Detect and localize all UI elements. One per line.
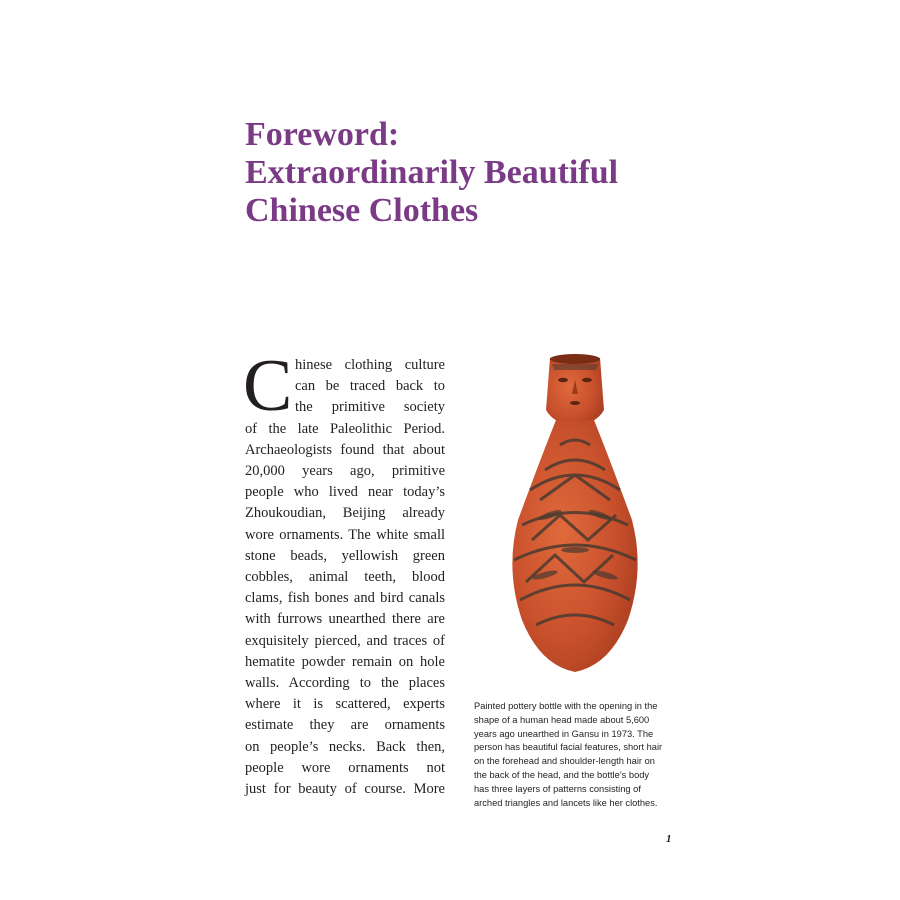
body-line: hematite powder remain on hole xyxy=(245,653,445,670)
body-line: of the late Paleolithic Period. xyxy=(245,420,445,437)
body-line: where it is scattered, experts xyxy=(245,696,445,713)
caption-line: shape of a human head made about 5,600 xyxy=(474,714,650,725)
bottle-opening xyxy=(550,354,600,364)
body-line: walls. According to the places xyxy=(245,675,445,692)
drop-cap: C xyxy=(243,345,293,427)
body-line: people wore ornaments not xyxy=(245,759,445,776)
body-line: cobbles, animal teeth, blood xyxy=(245,569,445,586)
body-line: just for beauty of course. More xyxy=(245,781,445,798)
page-title xyxy=(245,116,765,230)
caption-line: the back of the head, and the bottle’s body xyxy=(474,769,650,780)
caption-line: Painted pottery bottle with the opening in the xyxy=(474,701,658,711)
body-line: estimate they are ornaments xyxy=(245,717,445,734)
eye-right xyxy=(582,378,592,382)
body-line: hinese clothing culture xyxy=(295,357,445,373)
body-line: exquisitely pierced, and traces of xyxy=(245,632,445,649)
body-line: can be traced back to xyxy=(295,378,445,395)
title-line-1: Foreword: xyxy=(245,116,400,153)
caption-line: person has beautiful facial features, short hair xyxy=(474,742,663,753)
figure-caption xyxy=(474,700,710,810)
caption-line: has three layers of patterns consisting of xyxy=(474,783,641,794)
body-paragraph xyxy=(243,345,445,800)
caption-line: on the forehead and shoulder-length hair on xyxy=(474,756,655,767)
body-line: wore ornaments. The white small xyxy=(245,526,445,543)
page-number: 1 xyxy=(666,833,672,845)
body-line: Zhoukoudian, Beijing already xyxy=(245,505,445,522)
body-line: Archaeologists found that about xyxy=(245,441,445,458)
mouth xyxy=(570,401,580,405)
hair-fringe xyxy=(552,364,598,370)
body-line: stone beads, yellowish green xyxy=(245,547,445,564)
caption-line: years ago unearthed in Gansu in 1973. The xyxy=(474,728,654,739)
eye-left xyxy=(558,378,568,382)
body-line: 20,000 years ago, primitive xyxy=(245,463,445,480)
body-line: on people’s necks. Back then, xyxy=(245,738,445,755)
title-line-3: Chinese Clothes xyxy=(245,192,479,229)
body-line: with furrows unearthed there are xyxy=(245,611,445,628)
body-line: people who lived near today’s xyxy=(245,484,445,501)
caption-line: arched triangles and lancets like her clothes. xyxy=(474,797,658,808)
pottery-bottle-image xyxy=(500,350,650,680)
title-line-2: Extraordinarily Beautiful xyxy=(245,154,619,191)
body-line: the primitive society xyxy=(295,399,445,416)
body-line: clams, fish bones and bird canals xyxy=(245,590,445,607)
